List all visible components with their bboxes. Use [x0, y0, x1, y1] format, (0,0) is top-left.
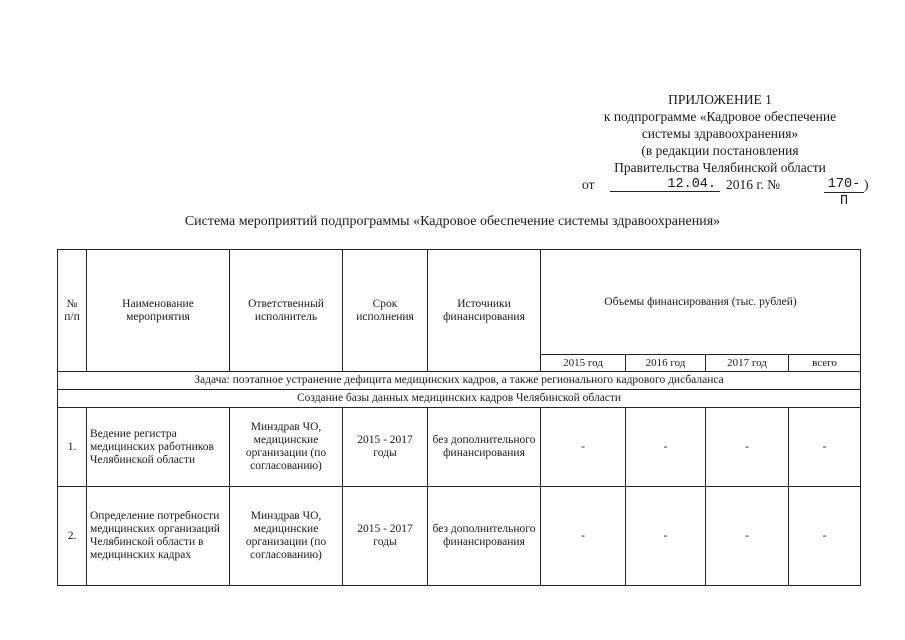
row-total: - — [789, 408, 861, 487]
row-2017: - — [706, 487, 789, 586]
row-2016: - — [626, 487, 706, 586]
resolution-date: 12.04. — [610, 176, 720, 192]
row-term: 2015 - 2017 годы — [343, 487, 428, 586]
appendix-line-government: Правительства Челябинской области — [614, 160, 826, 175]
appendix-line-edition: (в редакции постановления — [641, 143, 799, 158]
resolution-year: 2016 г. № — [726, 177, 781, 192]
row-sources: без дополнительного финансирования — [428, 408, 541, 487]
row-responsible: Минздрав ЧО, медицинские организации (по согласованию) — [230, 408, 343, 487]
resolution-number: 170-П — [824, 176, 864, 193]
section-row — [58, 390, 861, 408]
header-2015: 2015 год — [541, 355, 626, 372]
row-2015: - — [541, 487, 626, 586]
header-term: Срок исполнения — [343, 250, 428, 372]
row-2015: - — [541, 408, 626, 487]
appendix-line-system: системы здравоохранения» — [641, 126, 799, 141]
table-row — [58, 408, 861, 487]
header-total: всего — [789, 355, 861, 372]
row-2016: - — [626, 408, 706, 487]
header-2017: 2017 год — [706, 355, 789, 372]
row-responsible: Минздрав ЧО, медицинские организации (по согласованию) — [230, 487, 343, 586]
header-num: № п/п — [58, 250, 87, 372]
header-name: Наименование мероприятия — [87, 250, 230, 372]
appendix-resolution-line — [560, 176, 880, 209]
row-sources: без дополнительного финансирования — [428, 487, 541, 586]
task-row — [58, 372, 861, 390]
task-text: Задача: поэтапное устранение дефицита медицинских кадров, а также регионального кадрового дисбаланса — [58, 372, 861, 390]
appendix-header — [560, 91, 880, 209]
header-volumes: Объемы финансирования (тыс. рублей) — [541, 250, 861, 355]
header-responsible: Ответственный исполнитель — [230, 250, 343, 372]
measures-table — [57, 249, 861, 586]
row-name: Определение потребности медицинских организаций Челябинской области в медицинских кадрах — [87, 487, 230, 586]
row-total: - — [789, 487, 861, 586]
row-2017: - — [706, 408, 789, 487]
appendix-title: ПРИЛОЖЕНИЕ 1 — [668, 92, 772, 107]
closing-paren: ) — [864, 177, 869, 192]
header-2016: 2016 год — [626, 355, 706, 372]
header-sources: Источники финансирования — [428, 250, 541, 372]
row-num: 1. — [58, 408, 87, 487]
document-title: Система мероприятий подпрограммы «Кадровое обеспечение системы здравоохранения» — [184, 214, 721, 229]
row-term: 2015 - 2017 годы — [343, 408, 428, 487]
from-label: от — [582, 177, 595, 192]
row-name: Ведение регистра медицинских работников Челябинской области — [87, 408, 230, 487]
table-row — [58, 487, 861, 586]
section-text: Создание базы данных медицинских кадров Челябинской области — [58, 390, 861, 408]
table-header-row — [58, 250, 861, 355]
row-num: 2. — [58, 487, 87, 586]
appendix-line-subprogram: к подпрограмме «Кадровое обеспечение — [603, 109, 837, 124]
